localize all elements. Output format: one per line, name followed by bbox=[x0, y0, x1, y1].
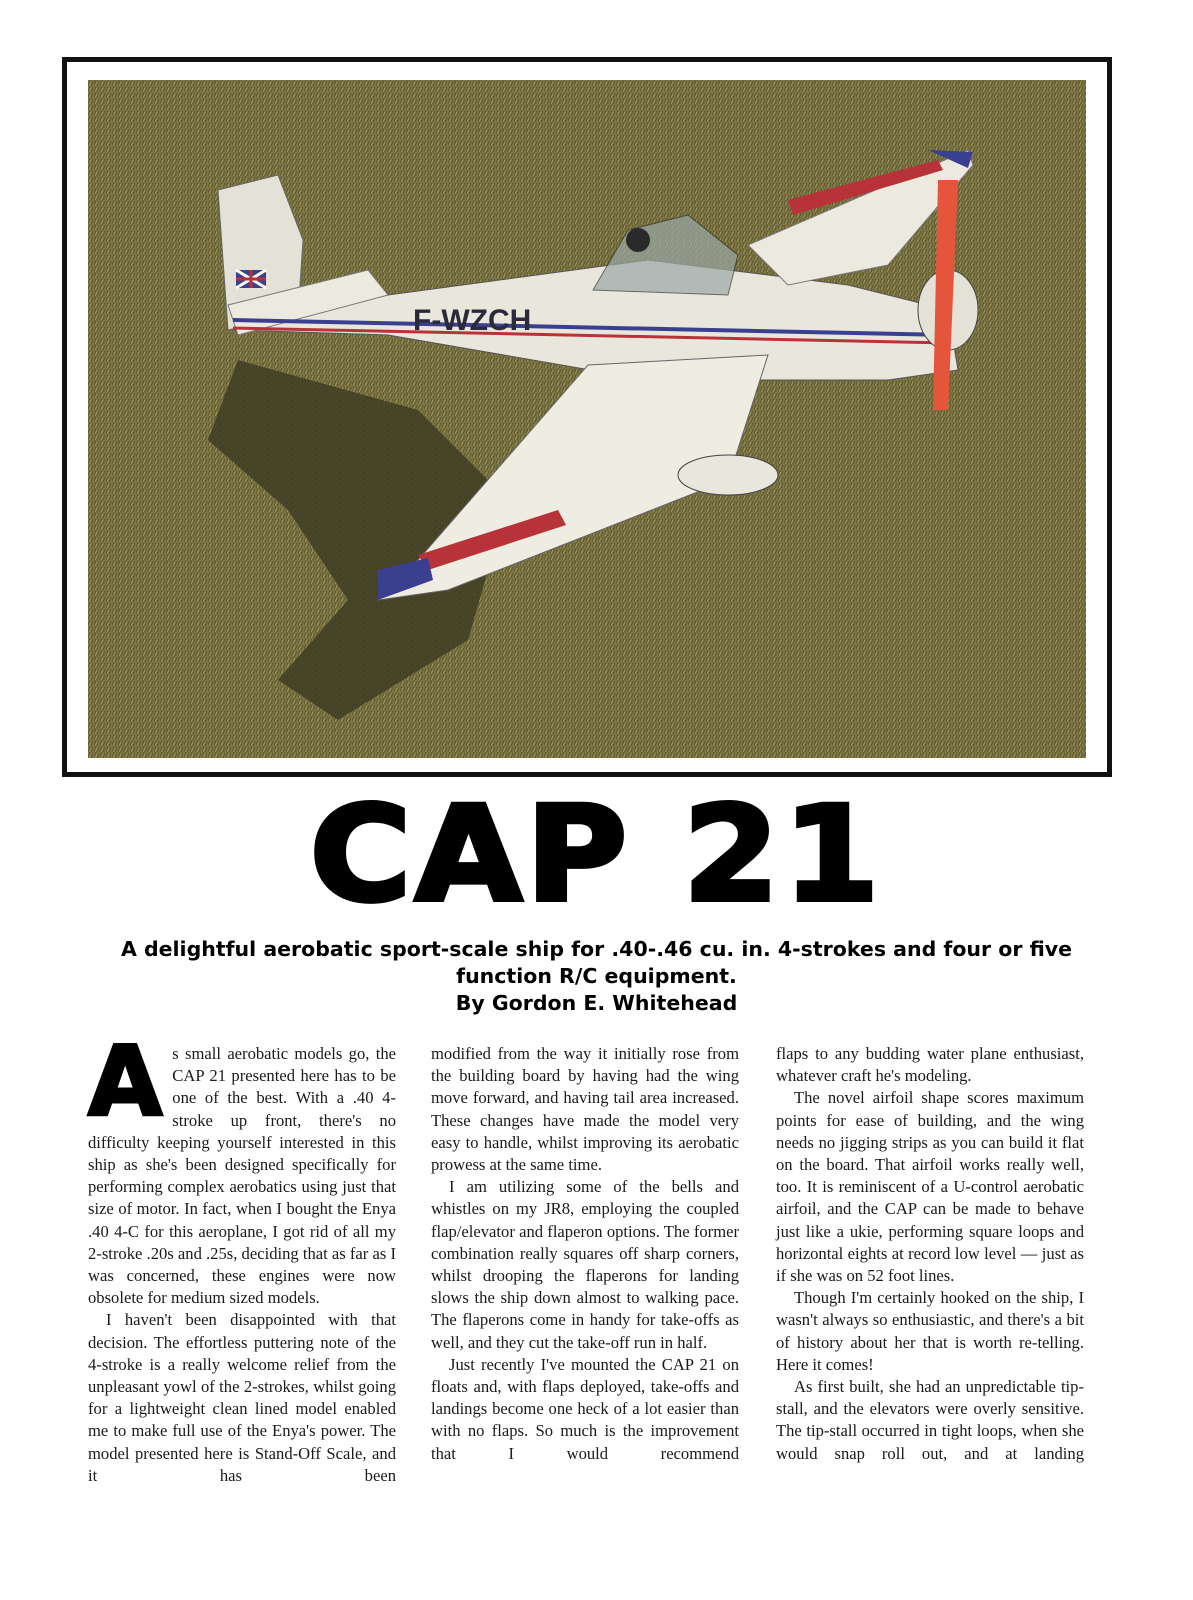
paragraph-text: s small aerobatic models go, the CAP 21 presented here has to be one of the best. With a .40 4-stroke up front, there's no difficulty keeping yourself interested in this ship as she's been designed specifically for performing complex aerobatics using just that size of motor. In fact, when I bought the Enya .40 4-C for this aeroplane, I got rid of all my 2-stroke .20s and .25s, deciding that as far as I was concerned, these engines were now obsolete for medium sized models. bbox=[88, 1044, 396, 1308]
paragraph: I haven't been disappointed with that decision. The effortless puttering note of the 4-stroke is a really welcome relief from the unpleasant yowl of the 2-strokes, whilst going for a lightweight clean lined model enabled me to make full use of the Enya's power. The model presented here is Stand-Off Scale, and it has been bbox=[88, 1310, 396, 1485]
text-column-1 bbox=[88, 1026, 396, 1487]
airplane-photo bbox=[88, 80, 1086, 758]
byline: By Gordon E. Whitehead bbox=[455, 991, 738, 1015]
paragraph: modified from the way it initially rose from the building board by having had the wing move forward, and having tail area increased. These changes have made the model very easy to handle, whilst improving its aerobatic prowess at the same time. bbox=[431, 1044, 739, 1175]
paragraph: Just recently I've mounted the CAP 21 on floats and, with flaps deployed, take-offs and landings become one heck of a lot easier than with no flaps. So much is the improvement that I would recommend bbox=[431, 1354, 739, 1463]
paragraph: I am utilizing some of the bells and whistles on my JR8, employing the coupled flap/elevator and flaperon options. The former combination really squares off sharp corners, whilst drooping the flaperons for landing slows the ship down almost to walking pace. The flaperons come in handy for take-offs as well, and they cut the take-off run in half. bbox=[431, 1177, 739, 1352]
article-subtitle bbox=[80, 936, 1113, 1017]
registration-text: F-WZCH bbox=[413, 304, 532, 337]
subtitle-text: A delightful aerobatic sport-scale ship for .40-.46 cu. in. 4-strokes and four or five function R/C equipment. bbox=[120, 937, 1073, 988]
drop-cap: A bbox=[88, 1026, 163, 1138]
paragraph: Though I'm certainly hooked on the ship, I wasn't always so enthusiastic, and there's a bit of history about her that is worth re-telling. Here it comes! bbox=[776, 1288, 1084, 1374]
paragraph: As first built, she had an unpredictable tip-stall, and the elevators were overly sensitive. The tip-stall occurred in tight loops, when she would snap roll out, and at landing bbox=[776, 1377, 1084, 1463]
paragraph: flaps to any budding water plane enthusiast, whatever craft he's modeling. bbox=[776, 1044, 1084, 1086]
article-title: CAP 21 bbox=[309, 778, 884, 931]
paragraph bbox=[88, 1026, 396, 1309]
text-column-3 bbox=[776, 1043, 1084, 1465]
photo-frame bbox=[62, 57, 1112, 777]
text-column-2 bbox=[431, 1043, 739, 1465]
paragraph: The novel airfoil shape scores maximum points for ease of building, and the wing needs no jigging strips as you can build it flat on the board. That airfoil works really well, too. It is reminiscent of a U-control aerobatic airfoil, and the CAP can be made to behave just like a ukie, performing square loops and horizontal eights at record low level — just as if she was on 52 foot lines. bbox=[776, 1088, 1084, 1286]
airplane-photo-icon bbox=[88, 80, 1086, 758]
